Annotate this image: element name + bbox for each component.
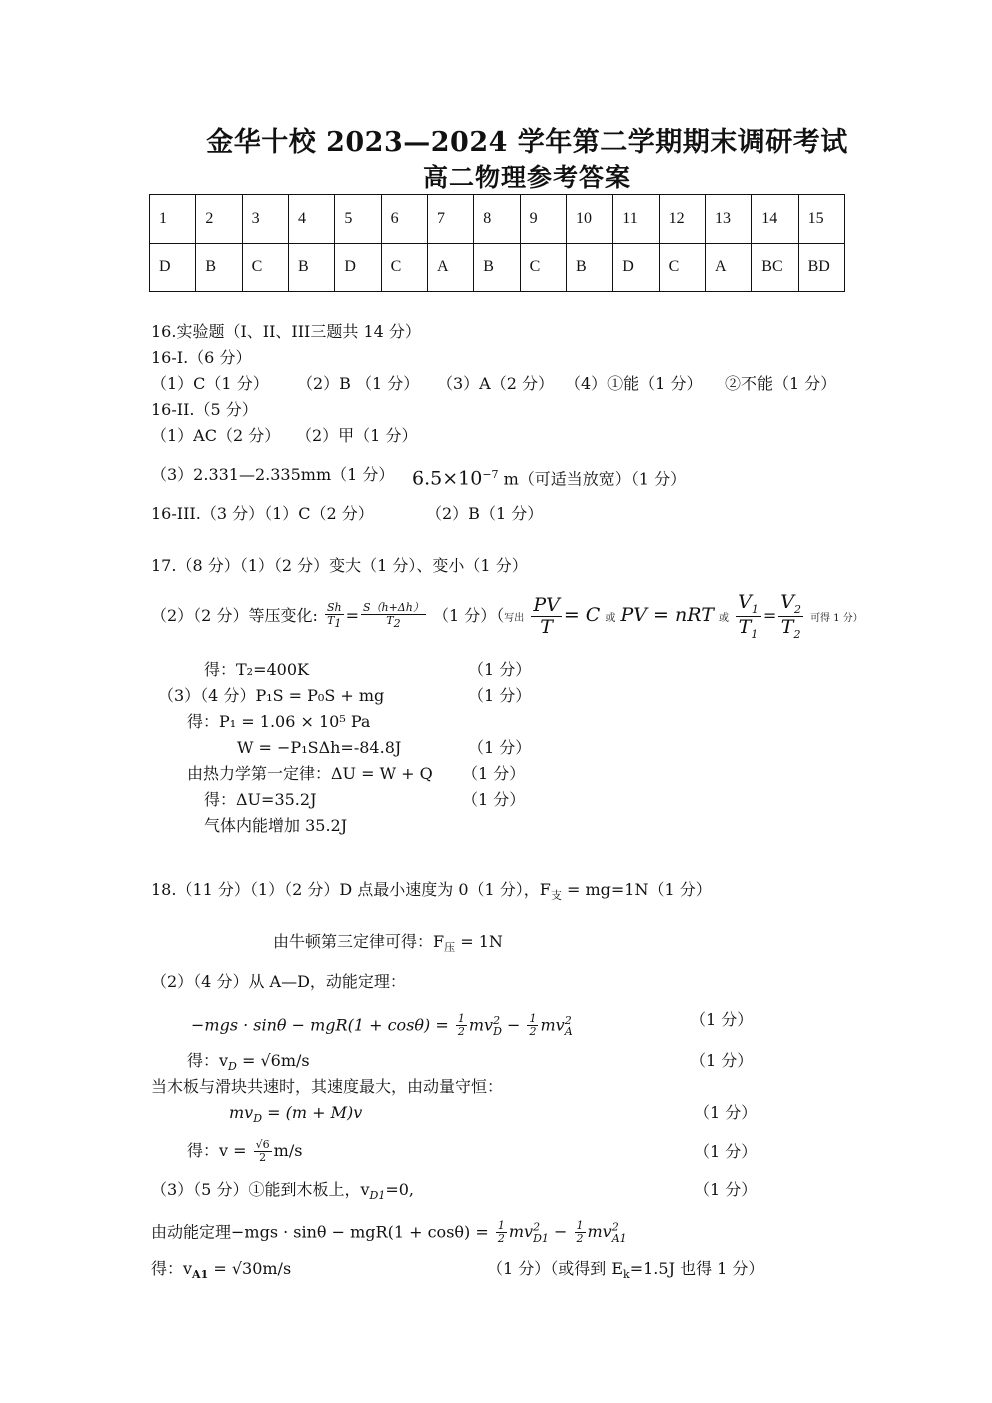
q16-ii-answer-2: （2）甲（1 分） (296, 426, 418, 445)
q17-line-1: 17.（8 分）（1）（2 分）变大（1 分）、变小（1 分） (151, 556, 528, 575)
q16-i-header: 16-I.（6 分） (151, 348, 252, 367)
q16-iii-answer-2: （2）B（1 分） (426, 504, 544, 523)
answer-cell: D (335, 243, 381, 292)
wavelength-mantissa: 6.5×10 (412, 467, 483, 490)
exam-title: 金华十校 2023—2024 学年第二学期期末调研考试 (206, 127, 848, 158)
q18-momentum-equation: $mv_D = (m + M)v$ (229, 1103, 363, 1126)
q18-va1-label: 得：v (151, 1259, 193, 1278)
alt-score-note: 可得 1 分） (810, 612, 863, 624)
question-number-cell: 1 (150, 195, 196, 244)
q16-i-answer-4: （4）①能（1 分） (565, 374, 703, 393)
q18-va1-value: = √30m/s (208, 1259, 292, 1278)
q18-va1-score (487, 1259, 764, 1285)
question-number-cell: 15 (798, 195, 844, 244)
q18-momentum-score: （1 分） (694, 1103, 758, 1122)
q18-line-2 (273, 932, 503, 958)
q17-first-law-score: （1 分） (462, 764, 526, 783)
q18-va1-score-text: （1 分）（或得到 E (487, 1259, 624, 1278)
isobaric-fraction-left: $\frac{Sh}{T_1}$ (326, 601, 342, 631)
q16-ii-answer-1: （1）AC（2 分） (151, 426, 281, 445)
question-number-cell: 13 (705, 195, 751, 244)
question-number-cell: 12 (659, 195, 705, 244)
q17-delta-u: 得：ΔU=35.2J (204, 790, 317, 809)
q18-va1-result: 得：$v_{A1} = √30m/s$ (151, 1259, 292, 1282)
q17-first-law: 由热力学第一定律：ΔU = W + Q (187, 764, 433, 783)
q17-delta-u-score: （1 分） (462, 790, 526, 809)
q18-support-subscript: 支 (550, 889, 562, 903)
q18-vd-score: （1 分） (690, 1051, 754, 1070)
answer-cell: B (474, 243, 520, 292)
question-number-cell: 2 (196, 195, 242, 244)
q17-pressure-result: 得：P₁ = 1.06 × 10⁵ Pa (187, 712, 371, 731)
q16-iii-answer-1: 16-III.（3 分）（1）C（2 分） (151, 504, 374, 523)
answer-cell: BD (798, 243, 844, 292)
question-number-cell: 8 (474, 195, 520, 244)
half-fraction: $\frac{1}{2}$ (497, 1219, 505, 1246)
question-number-cell: 6 (381, 195, 427, 244)
wavelength-note: m（可适当放宽）（1 分） (498, 469, 687, 489)
answer-cell: B (196, 243, 242, 292)
q17-line-2: （2）（2 分）等压变化: $\frac{Sh}{T_1}$ = $\frac{S(h+\Delta h)}{T_2}$ （1 分）（写出 $\frac{PV}{T}$ = C 或 PV = nRT 或 $\frac{V_1}{T_1}$ = $\frac{V_2}{T_2}$ 可得 1 分） (151, 591, 863, 641)
q18-line-1-text: 18.（11 分）（1）（2 分）D 点最小速度为 0（1 分），F (151, 880, 551, 899)
answer-cell: C (659, 243, 705, 292)
isobaric-fraction-right: $\frac{S(h+\Delta h)}{T_2}$ (362, 601, 424, 631)
q18-v-result (187, 1134, 302, 1168)
answer-cell: D (150, 243, 196, 292)
q18-vd-label: 得：v (187, 1051, 229, 1070)
question-number-cell: 4 (288, 195, 334, 244)
question-number-cell: 5 (335, 195, 381, 244)
question-number-cell: 3 (242, 195, 288, 244)
q16-ii-header: 16-II.（5 分） (151, 400, 258, 419)
q18-energy-theorem: 由动能定理−mgs · sinθ − mgR(1 + cosθ) = $\frac{1}{2}$ $mv^2_{D1}$ − $\frac{1}{2}$ $mv^2_{A1}$ (151, 1219, 627, 1246)
question-number-cell: 7 (427, 195, 473, 244)
q18-energy-theorem-text: 由动能定理−mgs · sinθ − mgR(1 + cosθ) = (151, 1222, 489, 1242)
half-fraction: $\frac{1}{2}$ (457, 1012, 465, 1039)
answer-table (149, 194, 845, 292)
q17-conclusion: 气体内能增加 35.2J (204, 816, 348, 835)
q16-header: 16.实验题（I、II、III三题共 14 分） (151, 322, 421, 341)
answer-cell: B (288, 243, 334, 292)
q17-line-2-score: （1 分）（ (432, 605, 505, 625)
answer-cell: A (705, 243, 751, 292)
wavelength-exponent: −7 (482, 468, 499, 481)
exam-subtitle: 高二物理参考答案 (422, 163, 631, 192)
or-label-2: 或 (719, 612, 729, 624)
question-number-cell: 9 (520, 195, 566, 244)
ek-subscript: k (623, 1268, 630, 1282)
q18-line-2-tail: = 1N (455, 932, 503, 951)
ideal-gas-fraction: $\frac{PV}{T}$ (533, 594, 560, 638)
q16-i-answer-1: （1）C（1 分） (151, 374, 269, 393)
answer-table-number-row (150, 195, 845, 244)
half-fraction: $\frac{1}{2}$ (529, 1012, 537, 1039)
q17-work-score: （1 分） (468, 738, 532, 757)
answer-cell: D (613, 243, 659, 292)
q17-force-score: （1 分） (468, 686, 532, 705)
q18-line-1 (151, 880, 712, 906)
answer-cell: BC (752, 243, 798, 292)
or-label-1: 或 (605, 612, 616, 624)
q16-i-answer-5: ②不能（1 分） (725, 374, 837, 393)
q18-vd-result: 得：$v_D = √6m/s$ (187, 1051, 310, 1074)
question-number-cell: 11 (613, 195, 659, 244)
answer-table-answer-row (150, 243, 845, 292)
write-label: 写出 (504, 612, 525, 624)
q18-part3-line: （3）（5 分）①能到木板上，$v_{D1}=0$, (151, 1180, 414, 1203)
q18-v-unit: m/s (273, 1141, 303, 1160)
q18-line-2-text: 由牛顿第三定律可得：F (273, 932, 445, 951)
question-number-cell: 10 (566, 195, 612, 244)
q17-t2-score: （1 分） (468, 660, 532, 679)
q18-vd-value: = √6m/s (236, 1051, 310, 1070)
v2-t2-fraction: $\frac{V_2}{T_2}$ (780, 591, 801, 641)
q18-v-score: （1 分） (694, 1142, 758, 1161)
q17-force-balance: （3）（4 分）P₁S = P₀S + mg (158, 686, 385, 705)
q18-line-1-tail: = mg=1N（1 分） (561, 880, 712, 899)
q18-part3-text: （3）（5 分）①能到木板上，v (151, 1180, 370, 1199)
question-number-cell: 14 (752, 195, 798, 244)
q18-energy-equation: −mgs · sinθ − mgR(1 + cosθ) = $\frac{1}{2}$ $mv^2_D$ − $\frac{1}{2}$ $mv^2_A$ (191, 1012, 573, 1039)
q16-i-answer-2: （2）B （1 分） (297, 374, 420, 393)
q18-energy-score: （1 分） (690, 1010, 754, 1029)
q18-momentum-tail: = (m + M)v (262, 1103, 363, 1122)
q16-ii-answer-4 (412, 465, 686, 489)
q17-isobaric-label: （2）（2 分）等压变化: (151, 605, 318, 625)
answer-cell: A (427, 243, 473, 292)
v1-t1-fraction: $\frac{V_1}{T_1}$ (738, 591, 759, 641)
q18-pressure-subscript: 压 (444, 941, 456, 955)
q18-part3-tail: =0, (385, 1180, 414, 1199)
answer-cell: B (566, 243, 612, 292)
sqrt6-over-2-fraction: $\frac{√6}{2}$ (255, 1137, 270, 1164)
q18-mv-label: mv (229, 1103, 254, 1122)
q16-ii-answer-3: （3）2.331—2.335mm（1 分） (151, 465, 395, 484)
q18-momentum-text: 当木板与滑块共速时，其速度最大，由动量守恒： (151, 1077, 504, 1096)
q17-t2-result: 得：T₂=400K (204, 660, 309, 679)
q18-part3-score: （1 分） (694, 1180, 758, 1199)
q17-work: W = −P₁SΔh=-84.8J (237, 738, 402, 757)
q16-i-answer-3: （3）A（2 分） (437, 374, 555, 393)
half-fraction: $\frac{1}{2}$ (576, 1219, 584, 1246)
answer-cell: C (242, 243, 288, 292)
q18-va1-score-tail: =1.5J 也得 1 分） (629, 1259, 765, 1278)
answer-cell: C (520, 243, 566, 292)
q18-v-label: 得：v = (187, 1141, 247, 1160)
q18-part2-header: （2）（4 分）从 A—D，动能定理： (151, 972, 406, 991)
answer-cell: C (381, 243, 427, 292)
